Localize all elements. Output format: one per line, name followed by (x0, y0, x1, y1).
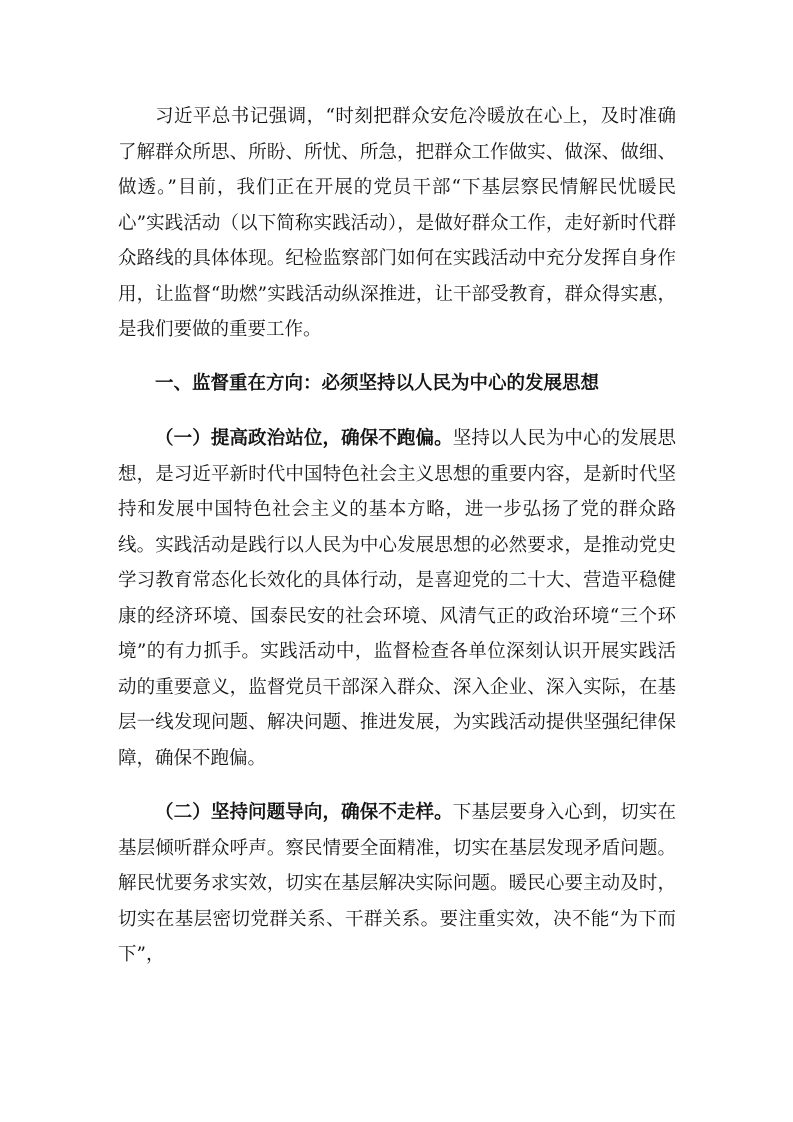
item-2-paragraph (118, 795, 676, 973)
item-2-lead: （二）坚持问题导向，确保不走样。 (155, 802, 453, 823)
item-1-lead: （一）提高政治站位，确保不跑偏。 (155, 428, 453, 449)
item-2-body: 下基层要身入心到，切实在基层倾听群众呼声。察民情要全面精准，切实在基层发现矛盾问题。解民忧要务求实效，切实在基层解决实际问题。暖民心要主动及时，切实在基层密切党群关系、干群关系。要注重实效，决不能“为下而下”， (118, 802, 676, 965)
section-heading: 一、监督重在方向：必须坚持以人民为中心的发展思想 (155, 372, 600, 394)
item-1-body: 坚持以人民为中心的发展思想，是习近平新时代中国特色社会主义思想的重要内容，是新时代坚持和发展中国特色社会主义的基本方略，进一步弘扬了党的群众路线。实践活动是践行以人民为中心发展思想的必然要求，是推动党史学习教育常态化长效化的具体行动，是喜迎党的二十大、营造平稳健康的经济环境、国泰民安的社会环境、风清气正的政治环境“三个环境”的有力抓手。实践活动中，监督检查各单位深刻认识开展实践活动的重要意义，监督党员干部深入群众、深入企业、深入实际，在基层一线发现问题、解决问题、推进发展，为实践活动提供坚强纪律保障，确保不跑偏。 (118, 428, 676, 769)
item-1-paragraph (118, 421, 676, 776)
document-body (118, 99, 676, 973)
intro-text: 习近平总书记强调，“时刻把群众安危冷暖放在心上，及时准确了解群众所思、所盼、所忧、所急，把群众工作做实、做深、做细、做透。”目前，我们正在开展的党员干部“下基层察民情解民忧暖民心”实践活动（以下简称实践活动），是做好群众工作，走好新时代群众路线的具体体现。纪检监察部门如何在实践活动中充分发挥自身作用，让监督“助燃”实践活动纵深推进，让干部受教育，群众得实惠，是我们要做的重要工作。 (118, 106, 676, 340)
intro-paragraph (118, 99, 676, 348)
